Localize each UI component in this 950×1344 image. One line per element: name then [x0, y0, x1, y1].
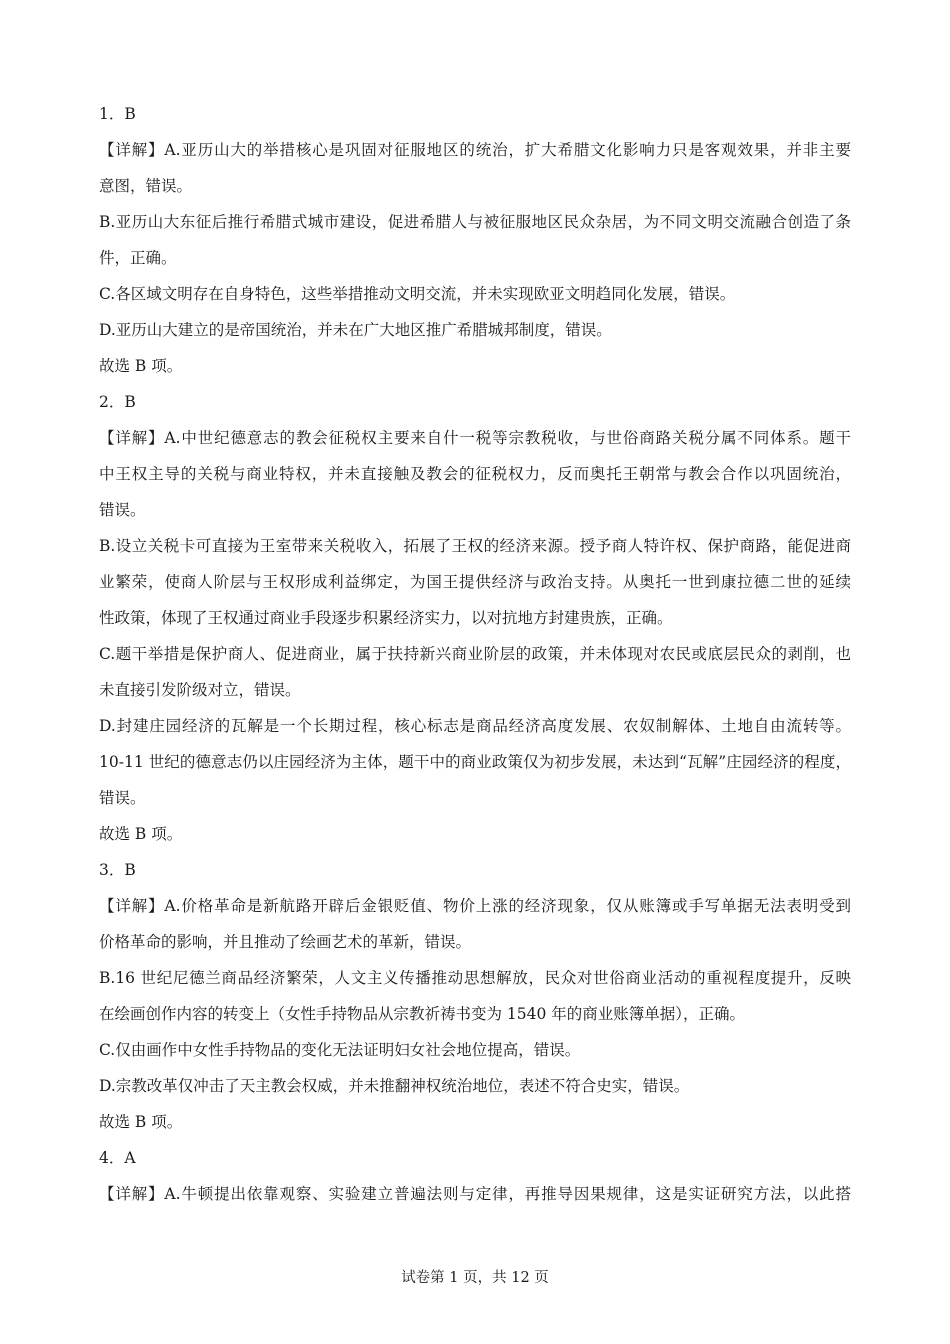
text-line: 10-11 世纪的德意志仍以庄园经济为主体，题干中的商业政策仅为初步发展，未达到“瓦解”庄园经济的程度， [99, 753, 851, 771]
text-line: D.封建庄园经济的瓦解是一个长期过程，核心标志是商品经济高度发展、农奴制解体、土地自由流转等。 [99, 717, 851, 735]
page-footer: 试卷第 1 页，共 12 页 [401, 1270, 549, 1286]
text-line: B.设立关税卡可直接为王室带来关税收入，拓展了王权的经济来源。授予商人特许权、保护商路，能促进商 [99, 537, 851, 555]
text-line: B.亚历山大东征后推行希腊式城市建设，促进希腊人与被征服地区民众杂居，为不同文明交流融合创造了条 [99, 213, 851, 231]
text-line: 未直接引发阶级对立，错误。 [99, 681, 301, 699]
text-line: 1．B [99, 105, 136, 123]
text-line: 故选 B 项。 [99, 357, 183, 375]
text-line: D.宗教改革仅冲击了天主教会权威，并未推翻神权统治地位，表述不符合史实，错误。 [99, 1077, 690, 1095]
text-line: 件，正确。 [99, 249, 177, 267]
text-line: 【详解】A.亚历山大的举措核心是巩固对征服地区的统治，扩大希腊文化影响力只是客观效果，并非主要 [99, 141, 851, 159]
text-line: 业繁荣，使商人阶层与王权形成利益绑定，为国王提供经济与政治支持。从奥托一世到康拉德二世的延续 [99, 573, 851, 591]
text-line: B.16 世纪尼德兰商品经济繁荣，人文主义传播推动思想解放，民众对世俗商业活动的重视程度提升，反映 [99, 969, 851, 987]
text-line: C.题干举措是保护商人、促进商业，属于扶持新兴商业阶层的政策，并未体现对农民或底层民众的剥削，也 [99, 645, 851, 663]
text-line: 价格革命的影响，并且推动了绘画艺术的革新，错误。 [99, 933, 472, 951]
text-line: 性政策，体现了王权通过商业手段逐步积累经济实力，以对抗地方封建贵族，正确。 [99, 609, 673, 627]
text-line: 中王权主导的关税与商业特权，并未直接触及教会的征税权力，反而奥托王朝常与教会合作以巩固统治， [99, 465, 851, 483]
text-line: 【详解】A.价格革命是新航路开辟后金银贬值、物价上涨的经济现象，仅从账簿或手写单据无法表明受到 [99, 897, 851, 915]
text-line: C.仅由画作中女性手持物品的变化无法证明妇女社会地位提高，错误。 [99, 1041, 581, 1059]
text-line: 在绘画创作内容的转变上（女性手持物品从宗教祈祷书变为 1540 年的商业账簿单据），正确。 [99, 1005, 746, 1023]
text-line: 错误。 [99, 501, 146, 519]
text-line: 3．B [99, 861, 136, 879]
answer-explanations [99, 96, 851, 1212]
text-line: 意图，错误。 [99, 177, 193, 195]
text-line: C.各区域文明存在自身特色，这些举措推动文明交流，并未实现欧亚文明趋同化发展，错误。 [99, 285, 736, 303]
text-line: 4．A [99, 1149, 136, 1167]
text-line: 【详解】A.牛顿提出依靠观察、实验建立普遍法则与定律，再推导因果规律，这是实证研究方法，以此搭 [99, 1185, 851, 1203]
text-line: 故选 B 项。 [99, 1113, 183, 1131]
text-line: 故选 B 项。 [99, 825, 183, 843]
text-line: 【详解】A.中世纪德意志的教会征税权主要来自什一税等宗教税收，与世俗商路关税分属不同体系。题干 [99, 429, 851, 447]
text-line: 错误。 [99, 789, 146, 807]
text-line: 2．B [99, 393, 136, 411]
text-line: D.亚历山大建立的是帝国统治，并未在广大地区推广希腊城邦制度，错误。 [99, 321, 612, 339]
